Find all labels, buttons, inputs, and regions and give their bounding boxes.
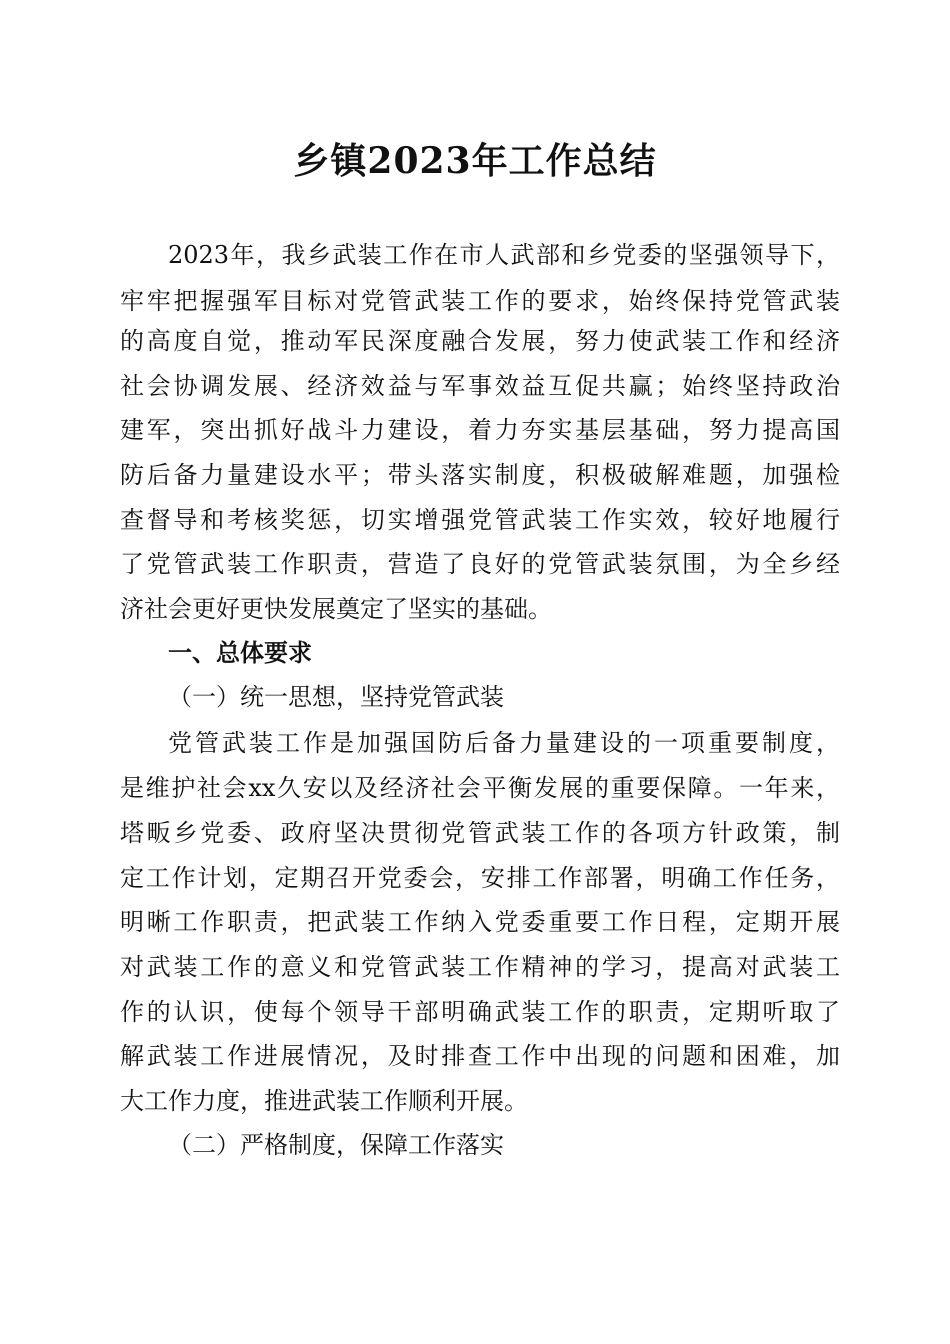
paragraph-1-line-9: 济社会更好更快发展奠定了坚实的基础。 <box>120 595 552 623</box>
paragraph-2-line-7: 作的认识，使每个领导干部明确武装工作的职责，定期听取了 <box>120 998 840 1026</box>
paragraph-1-line-5: 建军，突出抓好战斗力建设，着力夯实基层基础，努力提高国 <box>120 416 840 444</box>
subsection-1-heading: （一）统一思想，坚持党管武装 <box>168 683 504 711</box>
paragraph-2-line-9: 大工作力度，推进武装工作顺利开展。 <box>120 1087 528 1115</box>
paragraph-2-line-4: 定工作计划，定期召开党委会，安排工作部署，明确工作任务， <box>120 864 840 892</box>
paragraph-1-line-6: 防后备力量建设水平；带头落实制度，积极破解难题，加强检 <box>120 461 840 489</box>
paragraph-2-line-3: 塔畈乡党委、政府坚决贯彻党管武装工作的各项方针政策，制 <box>120 819 840 847</box>
paragraph-1-line-2: 牢牢把握强军目标对党管武装工作的要求，始终保持党管武装 <box>120 287 840 315</box>
paragraph-2-line-5: 明晰工作职责，把武装工作纳入党委重要工作日程，定期开展 <box>120 908 840 936</box>
document-title: 乡镇2023年工作总结 <box>293 140 657 182</box>
paragraph-1-line-3: 的高度自觉，推动军民深度融合发展，努力使武装工作和经济 <box>120 327 840 355</box>
paragraph-1-line-7: 查督导和考核奖惩，切实增强党管武装工作实效，较好地履行 <box>120 506 840 534</box>
paragraph-1-line-1: 2023年，我乡武装工作在市人武部和乡党委的坚强领导下， <box>168 241 840 269</box>
paragraph-2-line-2: 是维护社会xx久安以及经济社会平衡发展的重要保障。一年来， <box>120 774 840 802</box>
subsection-2-heading: （二）严格制度，保障工作落实 <box>168 1131 504 1159</box>
paragraph-2-line-1: 党管武装工作是加强国防后备力量建设的一项重要制度， <box>168 729 840 757</box>
paragraph-1-line-8: 了党管武装工作职责，营造了良好的党管武装氛围，为全乡经 <box>120 550 840 578</box>
paragraph-1-line-4: 社会协调发展、经济效益与军事效益互促共赢；始终坚持政治 <box>120 372 840 400</box>
paragraph-2-line-8: 解武装工作进展情况，及时排查工作中出现的问题和困难，加 <box>120 1042 840 1070</box>
section-1-heading: 一、总体要求 <box>168 638 312 667</box>
paragraph-2-line-6: 对武装工作的意义和党管武装工作精神的学习，提高对武装工 <box>120 953 840 981</box>
